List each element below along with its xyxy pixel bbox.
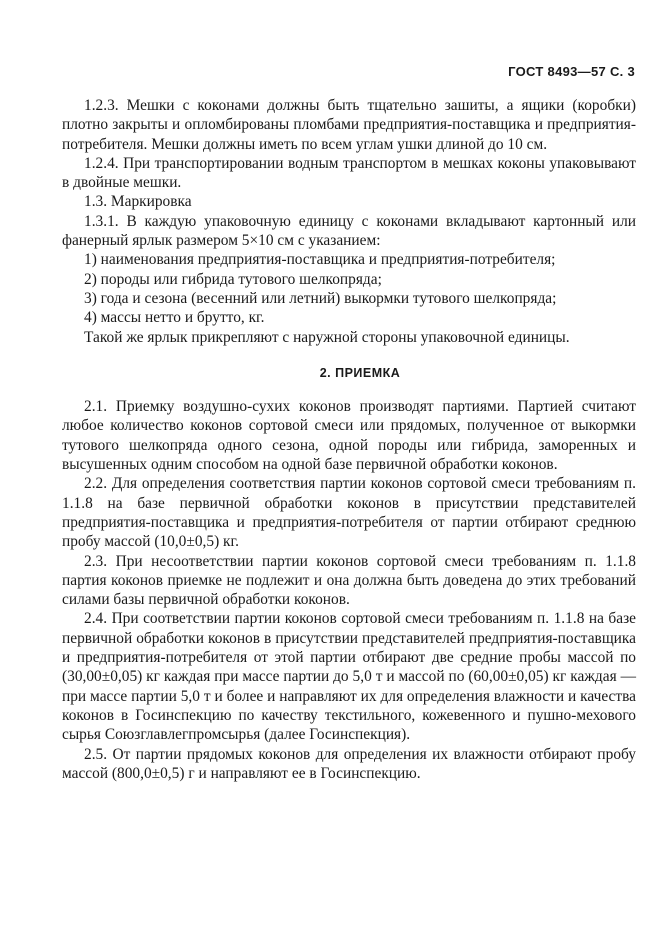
paragraph-1-2-4: 1.2.4. При транспортировании водным транспортом в мешках коконы упаковывают в двойные мешки. — [62, 154, 636, 192]
paragraph-1-2-3: 1.2.3. Мешки с коконами должны быть тщательно зашиты, а ящики (коробки) плотно закрыты и опломбированы пломбами предприятия-поставщика и предприятия-потребителя. Мешки должны иметь по всем углам ушки длиной до 10 см. — [62, 97, 636, 153]
document-body — [62, 96, 636, 783]
paragraph-2-2: 2.2. Для определения соответствия партии коконов сортовой смеси требованиям п. 1.1.8 на базе первичной обработки коконов в присутствии представителей предприятия-поставщика и предприятия-потребителя от партии отбирают среднюю пробу массой (10,0±0,5) кг. — [62, 475, 636, 551]
list-item: 2) породы или гибрида тутового шелкопряда; — [84, 270, 382, 288]
section-title-acceptance: 2. ПРИЕМКА — [319, 365, 401, 380]
running-header: ГОСТ 8493—57 С. 3 — [508, 64, 635, 79]
list-item: 4) массы нетто и брутто, кг. — [84, 309, 265, 327]
paragraph-2-1: 2.1. Приемку воздушно-сухих коконов производят партиями. Партией считают любое количество коконов сортовой смеси или прядомых, полученное от выкормки тутового шелкопряда одного сезона, одной породы или гибрида, заморенных и высушенных одним способом на одной базе первичной обработки коконов. — [62, 398, 636, 474]
paragraph-2-5: 2.5. От партии прядомых коконов для определения их влажности отбирают пробу массой (800,0±0,5) г и направляют ее в Госинспекцию. — [62, 745, 636, 782]
paragraph-1-3-1: 1.3.1. В каждую упаковочную единицу с коконами вкладывают картонный или фанерный ярлык размером 5×10 см с указанием: — [62, 212, 636, 250]
subsection-heading-marking: 1.3. Маркировка — [84, 193, 192, 211]
paragraph-2-3: 2.3. При несоответствии партии коконов сортовой смеси требованиям п. 1.1.8 партия коконов приемке не подлежит и она должна быть доведена до этих требований силами базы первичной обработки коконов. — [62, 552, 636, 609]
list-item: 3) года и сезона (весенний или летний) выкормки тутового шелкопряда; — [84, 289, 557, 307]
list-item: 1) наименования предприятия-поставщика и предприятия-потребителя; — [84, 251, 556, 269]
paragraph-label-outside: Такой же ярлык прикрепляют с наружной стороны упаковочной единицы. — [84, 328, 570, 346]
paragraph-2-4: 2.4. При соответствии партии коконов сортовой смеси требованиям п. 1.1.8 на базе первичной обработки коконов в присутствии представителей предприятия-поставщика и предприятия-потребителя от этой партии отбирают две средние пробы массой по (30,00±0,05) кг каждая при массе партии до 5,0 т и массой по (60,00±0,05) кг каждая — при массе партии 5,0 т и более и направляют их для определения влажности и качества коконов в Госинспекцию по качеству текстильного, кожевенного и пушно-мехового сырья Союзглавлегпромсырья (далее Госинспекция). — [62, 610, 636, 744]
